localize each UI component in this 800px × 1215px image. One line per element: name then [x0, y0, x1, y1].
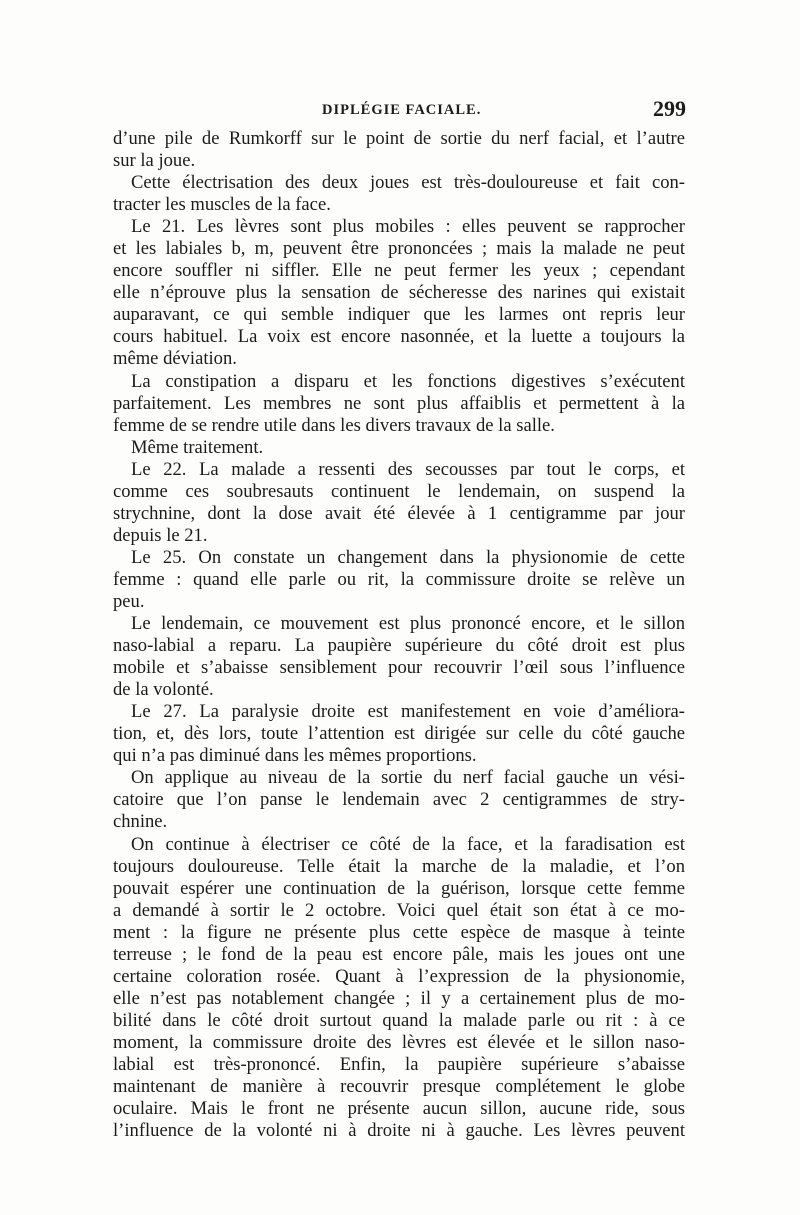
- text-line: pouvait espérer une continuation de la guérison, lorsque cette femme: [113, 877, 685, 899]
- text-line: moment, la commissure droite des lèvres est élevée et le sillon naso-: [113, 1031, 685, 1053]
- text-line: Le 27. La paralysie droite est manifestement en voie d’améliora-: [131, 701, 685, 723]
- text-line: Le 21. Les lèvres sont plus mobiles : elles peuvent se rapprocher: [131, 216, 685, 238]
- page-header: [110, 96, 686, 126]
- text-line: bilité dans le côté droit surtout quand la malade parle ou rit : à ce: [113, 1009, 685, 1031]
- text-line: l’influence de la volonté ni à droite ni à gauche. Les lèvres peuvent: [113, 1120, 685, 1142]
- text-line: comme ces soubresauts continuent le lendemain, on suspend la: [113, 480, 685, 502]
- text-line: oculaire. Mais le front ne présente aucun sillon, aucune ride, sous: [113, 1098, 685, 1120]
- text-line: tion, et, dès lors, toute l’attention est dirigée sur celle du côté gauche: [113, 723, 685, 745]
- text-line: encore souffler ni siffler. Elle ne peut fermer les yeux ; cependant: [113, 260, 685, 282]
- text-line: depuis le 21.: [113, 524, 208, 546]
- text-line: strychnine, dont la dose avait été élevée à 1 centigramme par jour: [113, 502, 685, 524]
- text-line: toujours douloureuse. Telle était la marche de la maladie, et l’on: [113, 855, 685, 877]
- text-line: maintenant de manière à recouvrir presque complétement le globe: [113, 1076, 685, 1098]
- text-line: parfaitement. Les membres ne sont plus affaiblis et permettent à la: [113, 392, 685, 414]
- text-line: femme : quand elle parle ou rit, la commissure droite se relève un: [113, 568, 685, 590]
- text-line: On applique au niveau de la sortie du nerf facial gauche un vési-: [131, 767, 685, 789]
- text-line: auparavant, ce qui semble indiquer que les larmes ont repris leur: [113, 304, 685, 326]
- text-line: peu.: [113, 590, 145, 612]
- text-line: sur la joue.: [113, 150, 196, 172]
- text-line: catoire que l’on panse le lendemain avec 2 centigrammes de stry-: [113, 789, 685, 811]
- text-line: femme de se rendre utile dans les divers travaux de la salle.: [113, 414, 555, 436]
- text-line: de la volonté.: [113, 679, 214, 701]
- text-line: terreuse ; le fond de la peau est encore pâle, mais les joues ont une: [113, 943, 685, 965]
- text-line: mobile et s’abaisse sensiblement pour recouvrir l’œil sous l’influence: [113, 657, 685, 679]
- text-line: Même traitement.: [131, 436, 264, 458]
- text-line: certaine coloration rosée. Quant à l’expression de la physionomie,: [113, 965, 685, 987]
- text-line: chnine.: [113, 811, 168, 833]
- text-line: naso-labial a reparu. La paupière supérieure du côté droit est plus: [113, 635, 685, 657]
- text-line: Le lendemain, ce mouvement est plus prononcé encore, et le sillon: [131, 613, 685, 635]
- text-line: ment : la figure ne présente plus cette espèce de masque à teinte: [113, 921, 685, 943]
- text-line: labial est très-prononcé. Enfin, la paupière supérieure s’abaisse: [113, 1053, 685, 1075]
- text-line: a demandé à sortir le 2 octobre. Voici quel était son état à ce mo-: [113, 899, 685, 921]
- text-line: d’une pile de Rumkorff sur le point de sortie du nerf facial, et l’autre: [113, 128, 685, 149]
- text-line: Le 25. On constate un changement dans la physionomie de cette: [131, 546, 685, 568]
- text-line: tracter les muscles de la face.: [113, 194, 331, 216]
- text-line: elle n’éprouve plus la sensation de sécheresse des narines qui existait: [113, 282, 685, 304]
- text-line: cours habituel. La voix est encore nasonnée, et la luette a toujours la: [113, 326, 685, 348]
- text-line: Le 22. La malade a ressenti des secousses par tout le corps, et: [131, 458, 685, 480]
- text-line: qui n’a pas diminué dans les mêmes proportions.: [113, 745, 477, 767]
- text-line: On continue à électriser ce côté de la face, et la faradisation est: [131, 833, 685, 855]
- body-text: [113, 128, 685, 1142]
- running-title: DIPLÉGIE FACIALE.: [322, 102, 482, 118]
- page-number: 299: [653, 96, 686, 121]
- text-line: Cette électrisation des deux joues est très-douloureuse et fait con-: [131, 172, 685, 194]
- text-line: La constipation a disparu et les fonctions digestives s’exécutent: [131, 370, 685, 392]
- text-line: même déviation.: [113, 348, 237, 370]
- text-line: et les labiales b, m, peuvent être prononcées ; mais la malade ne peut: [113, 238, 685, 260]
- text-line: elle n’est pas notablement changée ; il y a certainement plus de mo-: [113, 987, 685, 1009]
